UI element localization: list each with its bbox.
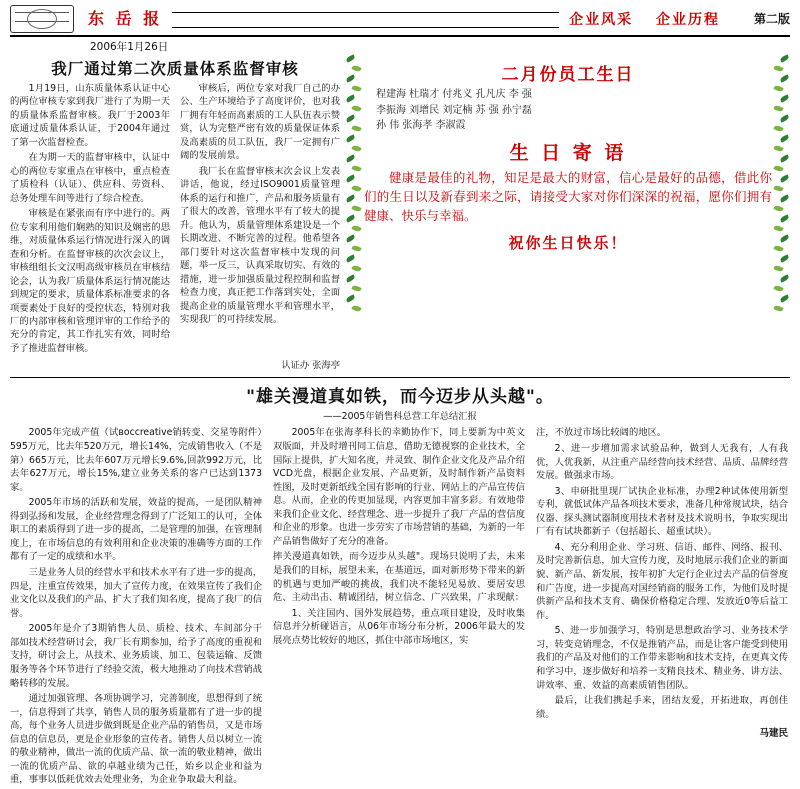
birthday-title: 二月份员工生日 — [501, 65, 635, 85]
article2-paragraph: 2005年完成产值（试восcreative销转变、交星等附件）595万元，比去年520万元，增长14%，完成销售收入（不是第）665万元，比去年607万元增长9.6%,回款992万元，比去年627万元，增长15%,建立业务关系的客户已达到1373家。 — [10, 427, 262, 493]
ivy-leaf-icon — [773, 184, 783, 192]
ivy-leaf-icon — [773, 204, 783, 212]
article2-paragraph: 注，不放过市场比较阔的地区。 — [536, 427, 667, 439]
ivy-leaf-icon — [345, 294, 355, 302]
ivy-leaf-icon — [773, 244, 783, 252]
ivy-leaf-icon — [773, 124, 783, 132]
article2-title: "雄关漫道真如铁，而今迈步从头越"。 — [246, 387, 554, 408]
ivy-leaf-icon — [779, 294, 789, 302]
edition-label: 第二版 — [753, 12, 790, 26]
ivy-leaf-icon — [773, 144, 783, 152]
article2-column-3 — [536, 426, 788, 789]
section-heading-2: 企业历程 — [655, 12, 720, 28]
article2-column-1 — [10, 426, 262, 789]
ivy-leaf-icon — [351, 144, 361, 152]
article2-paragraph: 4、充分利用企业、学习班、信语、邮件、网络、报刊、及时完善新信息，加大宣传力度，及时地展示我们企业的新面貌、新产品、新发展，按年初扩大定行企业过去产品的信誉度和广告度，进一步提高对国经销商的服务工作，为他们及时提供新产品和技术支育、确保价格稳定合理、发放近0等后益工作。 — [536, 541, 788, 621]
article2-paragraph: 3、申研批里现厂试执企业标准，办理2种试体使用新型专利，就低试体产品各项技术要求，准备几种常规试块，结合仪器、探头测试器制度用技术者材及技术说明书，争取实现出厂有有试块都新子（包括超长、超重试块）。 — [536, 485, 788, 538]
ivy-leaf-icon — [773, 84, 783, 92]
article2-column-2 — [273, 426, 525, 789]
ivy-leaf-icon — [779, 154, 789, 162]
ivy-leaf-icon — [345, 174, 355, 182]
article2-body — [10, 426, 790, 789]
ivy-leaf-icon — [779, 134, 789, 142]
issue-date: 2006年1月26日 — [90, 41, 169, 53]
birthday-name-line: 孙 伟 张海孝 李淑霞 — [376, 120, 466, 131]
ivy-leaf-icon — [351, 264, 361, 272]
ivy-leaf-icon — [345, 54, 355, 62]
ivy-leaf-icon — [779, 274, 789, 282]
ivy-leaf-icon — [351, 284, 361, 292]
ivy-leaf-icon — [779, 194, 789, 202]
ivy-leaf-icon — [773, 164, 783, 172]
section-divider — [10, 377, 790, 378]
birthday-greeting-footer: 祝你生日快乐！ — [508, 233, 628, 252]
ivy-leaf-icon — [351, 164, 361, 172]
article1-paragraph: 在为期一天的监督审核中，认证中心的两位专家重点在审核中，重点检查了质检科（认证）、供应科、劳资科、总务处理车间等进行了综合检查。 — [10, 152, 170, 204]
ivy-leaf-icon — [351, 244, 361, 252]
ivy-leaf-icon — [779, 74, 789, 82]
ivy-leaf-icon — [773, 304, 783, 312]
ivy-leaf-icon — [779, 254, 789, 262]
ivy-leaf-icon — [351, 64, 361, 72]
paper-name: 东 岳 报 — [88, 9, 163, 28]
ivy-leaf-icon — [345, 214, 355, 222]
article2-paragraph: 三是业务人员的经营水平和技术水平有了进一步的提高，四是，注重宣传效果，加大了宣传力度，在效果宣传了我们企业文化以及我们的产品、扩大了我们知名度，提高了我厂的信誉。 — [10, 567, 262, 619]
article1-body — [10, 82, 340, 355]
article-quality-audit — [10, 56, 340, 371]
article2-paragraph: 最后，让我们携起手来，团结友爱，开拓进取，再创佳绩。 — [536, 695, 788, 720]
birthday-name-line: 程建海 杜瑞才 付兆义 孔凡庆 李 强 — [376, 89, 532, 100]
ivy-leaf-icon — [345, 254, 355, 262]
ivy-leaf-icon — [351, 124, 361, 132]
ivy-leaf-icon — [779, 174, 789, 182]
article2-subtitle: ——2005年销售科总营工年总结汇报 — [323, 411, 477, 423]
ivy-leaf-icon — [345, 114, 355, 122]
birthday-greeting-title: 生 日 寄 语 — [509, 141, 627, 164]
ivy-leaf-icon — [345, 134, 355, 142]
article1-paragraph: 1月19日，山东质量体系认证中心的两位审核专家到我厂进行了为期一天的质量体系监督审核。我厂于2003年底通过质量体系认证，于2004年通过了第一次监督检查。 — [10, 83, 170, 148]
ivy-leaf-icon — [351, 224, 361, 232]
article2-signature: 马建民 — [759, 728, 788, 740]
birthday-feature — [348, 56, 788, 371]
ivy-leaf-icon — [779, 54, 789, 62]
article2-paragraph: 2、进一步增加需求试验品种，做到人无我有，人有我优，人优我新，从注重产品经营向技术经营、品质、品牌经营发展。做强求市场。 — [536, 442, 788, 482]
article2-paragraph: 通过加强管理、各项协调学习，完善制度，思想得到了统一，信息得到了共享，销售人员的服务质量都有了进一步的提高，每个业务人员进步做到既是企业产品的销售员，又是市场信息的信息员，更是企业形象的宣传者。销售人员以树立一流的敬业精神，做出一流的优质产品、欲一流的敬业精神，做出一流的优质产品、欲的卓越业绩为己任，始乡以企业和益为重，事事以低耗优效去处理业务，为企业争取最大利益。 — [10, 693, 262, 786]
ivy-leaf-icon — [779, 94, 789, 102]
article2-paragraph: 摔关漫道真如铁，而今迈步从头越"。现场只说明了去，未来是我们的目标，展望未来，在基道远，面对新形势下带来的新的机遇与更加严峻的挑战，我们决不能轻见易放、要居安思危、主动出击、精诚团结，树立信念、广兴致果，广求现献： — [273, 551, 525, 604]
article2-paragraph: 2005年是介了3期销售人员、质检、技术、车间部分干部如技术经营研讨会，我厂长有期参加，给予了高度的重视和支持，研讨会上，从技术、业务质谈、加工、包装运输、反馈服务等各个环节进行了经验交流，极大地推动了向技术营销战略转移的发展。 — [10, 623, 262, 689]
newspaper-logo-icon — [10, 5, 74, 33]
masthead-section-headings — [569, 9, 736, 29]
ivy-vine-left-icon — [346, 56, 364, 308]
ivy-leaf-icon — [351, 184, 361, 192]
masthead — [10, 4, 790, 37]
ivy-leaf-icon — [345, 194, 355, 202]
article1-signature: 认证办 张海亭 — [281, 360, 340, 372]
masthead-rule — [172, 12, 559, 28]
ivy-leaf-icon — [351, 104, 361, 112]
section-heading-1: 企业风采 — [569, 12, 634, 28]
ivy-vine-right-icon — [772, 56, 790, 308]
ivy-leaf-icon — [345, 234, 355, 242]
birthday-name-line: 李振海 刘增民 刘定楠 苏 强 孙宁磊 — [376, 104, 532, 116]
ivy-leaf-icon — [773, 104, 783, 112]
article1-paragraph: 审核后，两位专家对我厂自己的办公、生产环境给予了高度评价，也对我厂拥有年轻而高素质的工人队伍表示赞赏，认为完整严密有效的质量保证体系及高素质的员工队伍，我厂一定拥有广阔的发展前景。 — [180, 83, 340, 162]
ivy-leaf-icon — [345, 94, 355, 102]
ivy-leaf-icon — [779, 214, 789, 222]
ivy-leaf-icon — [351, 304, 361, 312]
ivy-leaf-icon — [345, 274, 355, 282]
ivy-leaf-icon — [773, 284, 783, 292]
ivy-leaf-icon — [351, 204, 361, 212]
article2-paragraph: 2005年在张海孝科长的幸勤协作下，同上要新为中英文双版面，并及时增刊同工信息，借助无德视察的企业技术，全国际上提供，扩大知名度，并灵致、制作企业文化及产品介绍VCD光盘，根据企业发展、产品更新，及时制作新产品资料性图，及时更新纸线全国有影响的行业、网站上的产品宣传信息。从而，企业的传更加显现，内容更加丰富多彩。有效地带来我们企业文化、经营理念、进一步提升了我厂产品的营信度和企业的形象。也进一步劳实了市场营销的基础，为新的一年产品销售做好了充分的准备。 — [273, 427, 525, 547]
ivy-leaf-icon — [773, 224, 783, 232]
ivy-leaf-icon — [773, 264, 783, 272]
ivy-leaf-icon — [345, 154, 355, 162]
ivy-leaf-icon — [345, 74, 355, 82]
article2-paragraph: 5、进一步加强学习，特别是思想政治学习、业务技术学习，转变竞销理念，不仅是推销产品，而是让客户能受到使用我们的产品及对他们的工作带来影响和技术支持，在更真文传和学习中，逐步做好和培养一支精良技术、精业务、讲方法、讲效率、重、效益的高素质销售团队。 — [536, 625, 788, 691]
article1-paragraph: 审核是在紧张而有序中进行的。两位专家利用他们娴熟的知识及娴密的思维，对质量体系运行情况进行深入的调查和分析。在监督审核的次次会议上，审核组组长文汉明高级审核员在审核结论会，认为我厂质量体系运行情况能达到规定的要求，质量体系标准要求的各项要素处于良好的受控状态，特别对我厂的内部审核和管理评审的工作给予的充分的肯定，其工作扎实有效，同时给予了推进监督审核。 — [10, 208, 170, 354]
ivy-leaf-icon — [779, 234, 789, 242]
article1-title: 我厂通过第二次质量体系监督审核 — [51, 60, 299, 78]
ivy-leaf-icon — [351, 84, 361, 92]
ivy-leaf-icon — [779, 114, 789, 122]
article1-paragraph: 我厂长在监督审核末次会议上发表讲话，他说，经过ISO9001质量管理体系的运行和推广，产品和服务质量有了很大的改善，管理水平有了较大的提升。他认为，质量管理体系建设是一个长期改进、不断完善的过程。他希望各部门要针对这次监督审核中发现的问题，举一反三，认真采取切实、有效的措施，进一步加强质量过程控制和监督检查力度，真正把工作落到实处，全面提高企业的质量管理水平和管理水平，实现我厂的可持续发展。 — [180, 165, 340, 325]
article2-paragraph: 1、关注国内、国外发展趋势，重点项目建设，及时收集信息并分析碰语言，从06年市场分布分析，2006年最大的发展亮点势比较好的地区，抓住中部市场地区，实 — [273, 607, 525, 646]
ivy-leaf-icon — [773, 64, 783, 72]
birthday-panel — [348, 56, 788, 308]
birthday-greeting-body: 健康是最佳的礼物，知足是最大的财富，信心是最好的品德，借此你们的生日以及新春到来之际，请接受大家对你们深深的祝福，愿你们拥有健康、快乐与幸福。 — [364, 169, 772, 224]
article2-paragraph: 2005年市场的活跃和发展，效益的提高，一是团队精神得到弘扬和发展，企业经营理念得到了广泛知工的认可，全体职工的素质得到了进一步的提高，二是管理的加强，在管理制度上，在市场信息的有效利用和企业决策的准确等方面的工作都有了一定的成绩和水平。 — [10, 497, 262, 563]
upper-section — [10, 56, 790, 371]
